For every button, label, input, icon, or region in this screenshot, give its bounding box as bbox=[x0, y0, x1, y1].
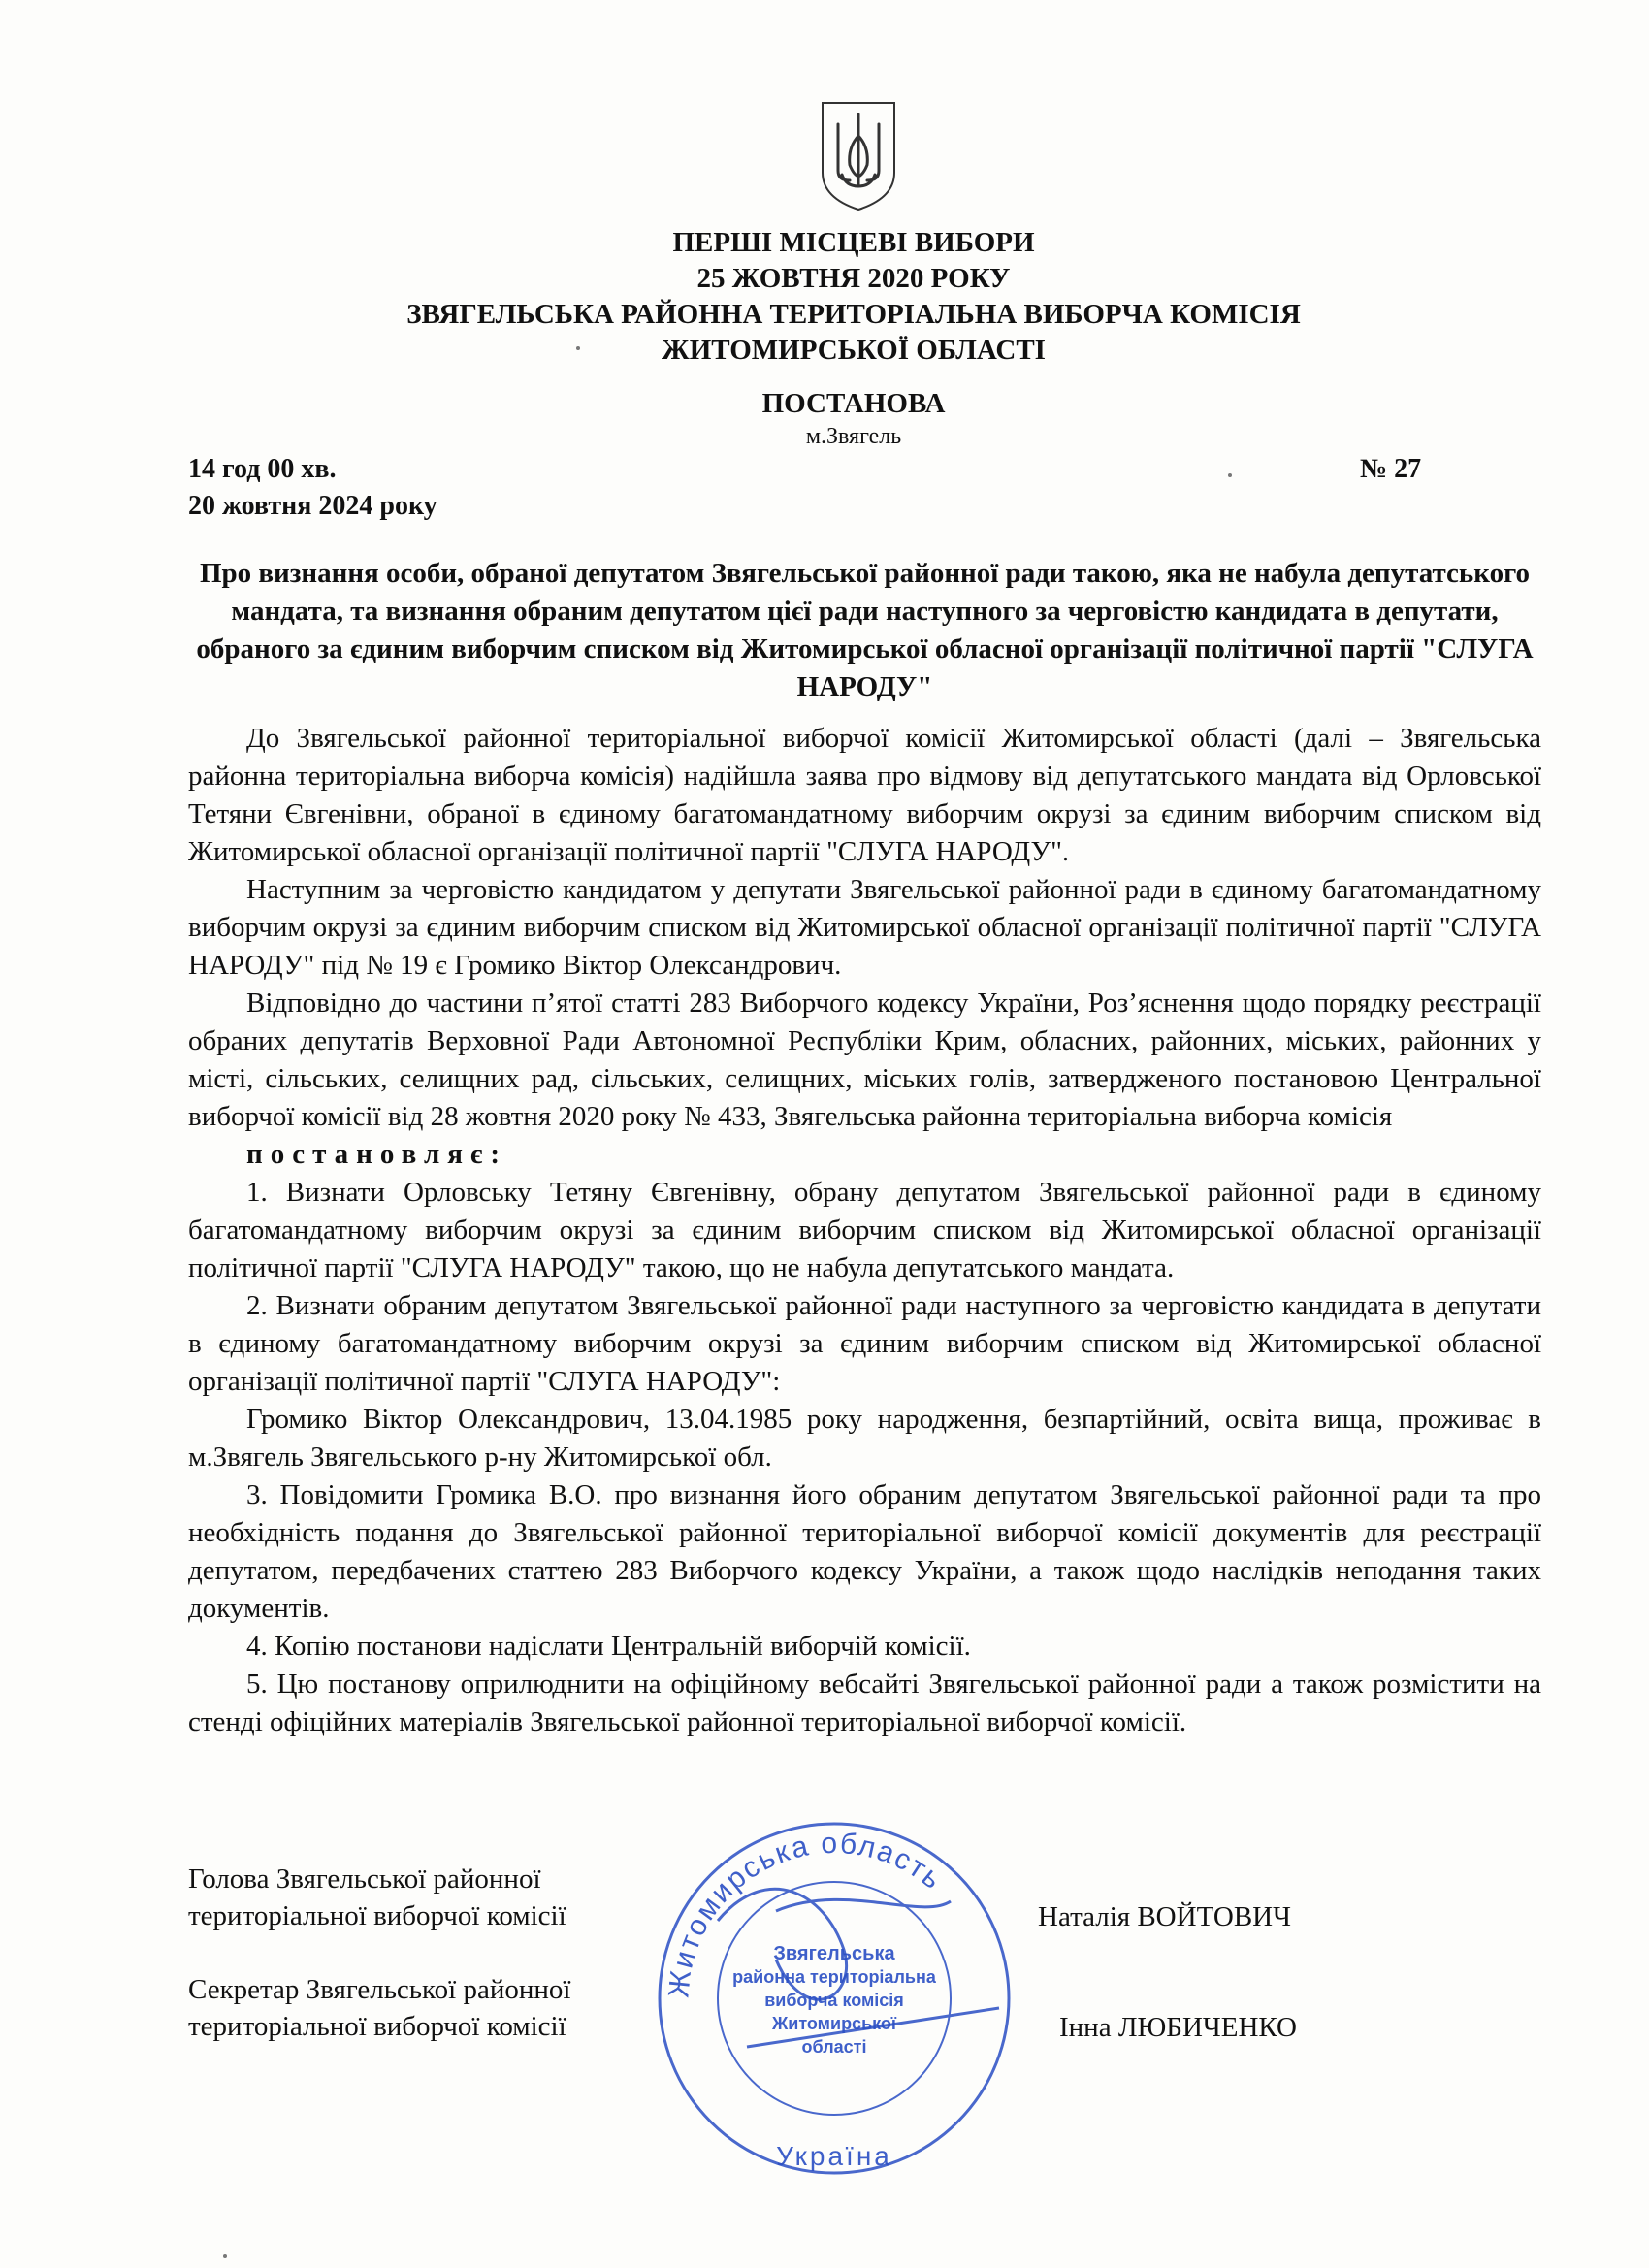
decision-item-1: 1. Визнати Орловську Тетяну Євгенівну, обрану депутатом Звягельської районної ради в єдиному багатомандатному виборчим окрузі за єдиним виборчим списком від Житомирської обласної організації політичної партії "СЛУГА НАРОДУ" такою, що не набула депутатського мандата. bbox=[188, 1177, 1541, 1283]
stamp-inner-1: Звягельська bbox=[773, 1943, 895, 1964]
trident-emblem-icon bbox=[817, 97, 900, 213]
decision-item-2-person: Громико Віктор Олександрович, 13.04.1985 року народження, безпартійний, освіта вища, проживає в м.Звягель Звягельського р-ну Житомирської обл. bbox=[188, 1404, 1541, 1473]
document-body bbox=[188, 720, 1541, 1741]
header-election-date: 25 ЖОВТНЯ 2020 РОКУ bbox=[696, 263, 1011, 294]
stamp-outer-text: Житомирська область bbox=[663, 1827, 950, 1999]
stamp-inner-5: області bbox=[801, 2037, 867, 2057]
scan-speck bbox=[223, 2254, 227, 2258]
secretary-name: Інна ЛЮБИЧЕНКО bbox=[1059, 2012, 1297, 2043]
body-paragraph-3: Відповідно до частини п’ятої статті 283 Виборчого кодексу України, Роз’яснення щодо порядку реєстрації обраних депутатів Верховної Ради Автономної Республіки Крим, обласних, районних, міських, районних у місті, сільських, селищних рад, сільських, селищних, міських голів, затвердженого постановою Центральної виборчої комісії від 28 жовтня 2020 року № 433, Звягельська районна територіальна виборча комісія bbox=[188, 988, 1541, 1132]
stamp-inner-3: виборча комісія bbox=[764, 1991, 904, 2010]
secretary-title: Секретар Звягельської районної територіальної виборчої комісії bbox=[188, 1974, 571, 2042]
body-paragraph-1: До Звягельської районної територіальної виборчої комісії Житомирської області (далі – Звягельська районна територіальна виборча комісія) надійшла заява про відмову від депутатського мандата від Орловської Тетяни Євгенівни, обраної в єдиному багатомандатному виборчим окрузі за єдиним виборчим списком від Житомирської обласної організації політичної партії "СЛУГА НАРОДУ". bbox=[188, 723, 1541, 867]
stamp-inner-4: Житомирської bbox=[772, 2014, 896, 2033]
header-commission-name: ЗВЯГЕЛЬСЬКА РАЙОННА ТЕРИТОРІАЛЬНА ВИБОРЧА КОМІСІЯ bbox=[406, 299, 1301, 330]
stamp-bottom-text: Україна bbox=[776, 2141, 892, 2171]
document-city: м.Звягель bbox=[805, 424, 902, 449]
scan-speck bbox=[1228, 473, 1232, 477]
document-type-title: ПОСТАНОВА bbox=[761, 388, 946, 419]
decree-word: постановляє: bbox=[246, 1139, 508, 1170]
document-number: № 27 bbox=[1360, 454, 1422, 484]
document-time-date bbox=[188, 451, 437, 525]
document-time: 14 год 00 хв. bbox=[188, 454, 337, 484]
header-election-title: ПЕРШІ МІСЦЕВІ ВИБОРИ bbox=[672, 227, 1035, 258]
document-date: 20 жовтня 2024 року bbox=[188, 491, 437, 521]
document-subject: Про визнання особи, обраної депутатом Звягельської районної ради такою, яка не набула депутатського мандата, та визнання обраним депутатом цієї ради наступного за черговістю кандидата в депутати, обраного за єдиним виборчим списком від Житомирської обласної організації політичної партії "СЛУГА НАРОДУ" bbox=[196, 558, 1534, 702]
decision-item-3: 3. Повідомити Громика В.О. про визнання його обраним депутатом Звягельської районної ради та про необхідність подання до Звягельської районної територіальної виборчої комісії документів для реєстрації депутатом, передбачених статтею 283 Виборчого кодексу України, а також щодо наслідків неподання таких документів. bbox=[188, 1479, 1541, 1624]
decision-item-4: 4. Копію постанови надіслати Центральній виборчій комісії. bbox=[246, 1631, 971, 1662]
decision-item-5: 5. Цю постанову оприлюднити на офіційному вебсайті Звягельської районної ради а також розмістити на стенді офіційних матеріалів Звягельської районної територіальної виборчої комісії. bbox=[188, 1669, 1541, 1737]
decision-item-2: 2. Визнати обраним депутатом Звягельської районної ради наступного за черговістю кандидата в депутати в єдиному багатомандатному виборчим окрузі за єдиним виборчим списком від Житомирської обласної організації політичної партії "СЛУГА НАРОДУ": bbox=[188, 1290, 1541, 1397]
header-region: ЖИТОМИРСЬКОЇ ОБЛАСТІ bbox=[662, 335, 1046, 366]
document-header bbox=[0, 225, 1649, 451]
chair-title: Голова Звягельської районної територіальної виборчої комісії bbox=[188, 1863, 566, 1931]
chair-name: Наталія ВОЙТОВИЧ bbox=[1038, 1901, 1291, 1932]
body-paragraph-2: Наступним за черговістю кандидатом у депутати Звягельської районної ради в єдиному багатомандатному виборчим окрузі за єдиним виборчим списком від Житомирської обласної організації політичної партії "СЛУГА НАРОДУ" під № 19 є Громико Віктор Олександрович. bbox=[188, 874, 1541, 981]
stamp-inner-2: районна територіальна bbox=[732, 1967, 936, 1987]
commission-stamp bbox=[630, 1804, 1038, 2192]
scan-speck bbox=[576, 346, 580, 350]
